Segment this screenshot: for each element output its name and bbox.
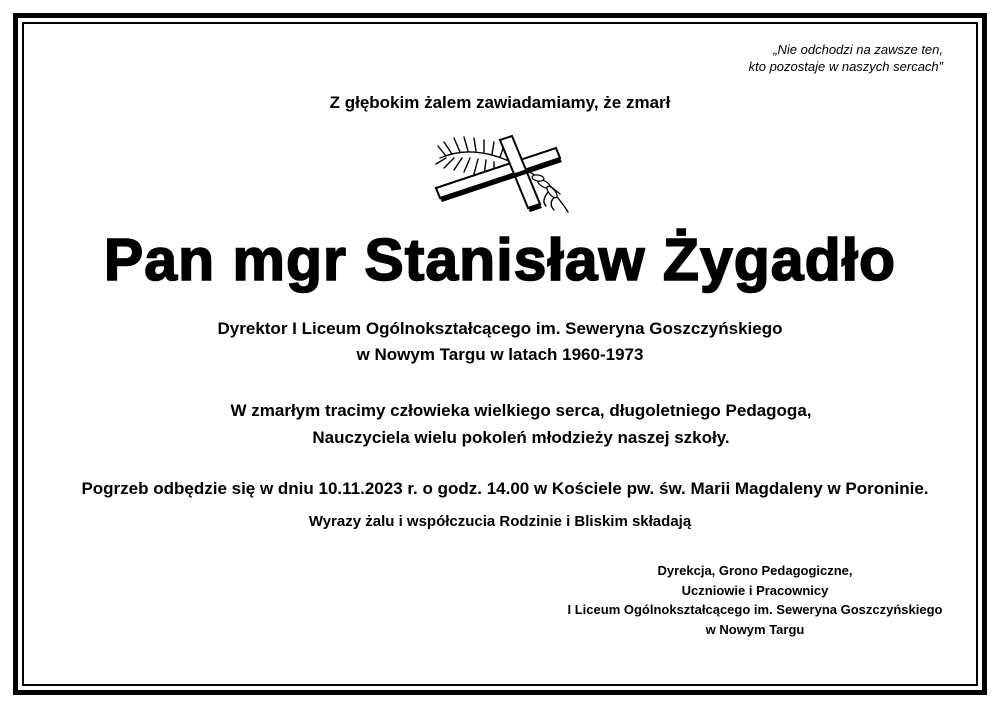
signature-line-1: Dyrekcja, Grono Pedagogiczne,: [657, 563, 853, 578]
motto-quote: [749, 41, 943, 75]
intro-text: Z głębokim żalem zawiadamiamy, że zmarł: [329, 93, 671, 112]
deceased-name: Pan mgr Stanisław Żygadło: [103, 227, 897, 293]
signature-line-3: I Liceum Ogólnokształcącego im. Seweryna Goszczyńskiego: [567, 602, 943, 617]
tribute-line-1: W zmarłym tracimy człowieka wielkiego serca, długoletniego Pedagoga,: [230, 401, 812, 420]
tribute-text: [21, 397, 1000, 451]
role-description: [0, 316, 1000, 368]
condolence-text: Wyrazy żalu i współczucia Rodzinie i Bliskim składają: [308, 513, 692, 530]
signature-line-4: w Nowym Targu: [705, 621, 805, 637]
role-line-2: w Nowym Targu w latach 1960-1973: [356, 345, 644, 364]
motto-line-1: „Nie odchodzi na zawsze ten,: [773, 42, 943, 57]
signature-block: [510, 561, 1000, 639]
tribute-line-2: Nauczyciela wielu pokoleń młodzieży naszej szkoły.: [312, 428, 730, 447]
role-line-1: Dyrektor I Liceum Ogólnokształcącego im. Seweryna Goszczyńskiego: [217, 319, 783, 338]
cross-with-palm-branch-icon: [432, 134, 572, 216]
signature-line-2: Uczniowie i Pracownicy: [681, 582, 829, 598]
funeral-announcement: Pogrzeb odbędzie się w dniu 10.11.2023 r. o godz. 14.00 w Kościele pw. św. Marii Magdaleny w Poroninie.: [81, 479, 929, 498]
motto-line-2: kto pozostaje w naszych sercach”: [748, 59, 943, 74]
